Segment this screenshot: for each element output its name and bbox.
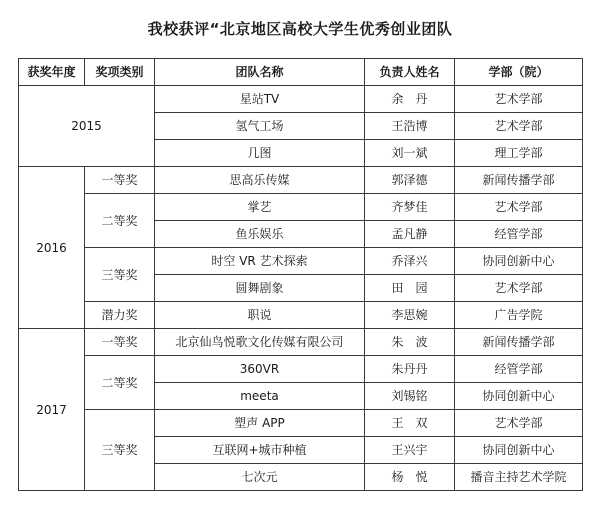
table-row bbox=[19, 329, 583, 356]
leader-cell: 王浩博 bbox=[365, 113, 455, 140]
leader-cell: 李思婉 bbox=[365, 302, 455, 329]
department-cell: 新闻传播学部 bbox=[455, 329, 583, 356]
leader-cell: 余 丹 bbox=[365, 86, 455, 113]
category-cell: 一等奖 bbox=[85, 167, 155, 194]
department-cell: 经管学部 bbox=[455, 356, 583, 383]
year-cell-2015: 2015 bbox=[19, 86, 155, 167]
team-cell: 北京仙鸟悦歌文化传媒有限公司 bbox=[155, 329, 365, 356]
category-cell: 三等奖 bbox=[85, 410, 155, 491]
team-cell: 鱼乐娱乐 bbox=[155, 221, 365, 248]
leader-cell: 朱 波 bbox=[365, 329, 455, 356]
team-cell: 360VR bbox=[155, 356, 365, 383]
department-cell: 艺术学部 bbox=[455, 113, 583, 140]
header-department: 学部（院） bbox=[455, 59, 583, 86]
leader-cell: 郭泽德 bbox=[365, 167, 455, 194]
department-cell: 播音主持艺术学院 bbox=[455, 464, 583, 491]
table-row bbox=[19, 86, 583, 113]
department-cell: 艺术学部 bbox=[455, 275, 583, 302]
table-row bbox=[19, 410, 583, 437]
table-row bbox=[19, 356, 583, 383]
leader-cell: 刘一斌 bbox=[365, 140, 455, 167]
leader-cell: 王 双 bbox=[365, 410, 455, 437]
table-row bbox=[19, 167, 583, 194]
department-cell: 新闻传播学部 bbox=[455, 167, 583, 194]
department-cell: 理工学部 bbox=[455, 140, 583, 167]
leader-cell: 刘锡铭 bbox=[365, 383, 455, 410]
team-cell: 时空 VR 艺术探索 bbox=[155, 248, 365, 275]
category-cell: 二等奖 bbox=[85, 356, 155, 410]
header-leader: 负责人姓名 bbox=[365, 59, 455, 86]
department-cell: 艺术学部 bbox=[455, 86, 583, 113]
team-cell: 职说 bbox=[155, 302, 365, 329]
team-cell: 几图 bbox=[155, 140, 365, 167]
team-cell: 七次元 bbox=[155, 464, 365, 491]
category-cell: 二等奖 bbox=[85, 194, 155, 248]
department-cell: 协同创新中心 bbox=[455, 248, 583, 275]
table-row bbox=[19, 194, 583, 221]
team-cell: 掌艺 bbox=[155, 194, 365, 221]
table-header-row bbox=[19, 59, 583, 86]
team-cell: meeta bbox=[155, 383, 365, 410]
leader-cell: 朱丹丹 bbox=[365, 356, 455, 383]
leader-cell: 王兴宇 bbox=[365, 437, 455, 464]
table-row bbox=[19, 248, 583, 275]
team-cell: 思高乐传媒 bbox=[155, 167, 365, 194]
year-cell-2016: 2016 bbox=[19, 167, 85, 329]
team-cell: 互联网+城市种植 bbox=[155, 437, 365, 464]
department-cell: 艺术学部 bbox=[455, 410, 583, 437]
header-team: 团队名称 bbox=[155, 59, 365, 86]
leader-cell: 齐梦佳 bbox=[365, 194, 455, 221]
leader-cell: 孟凡静 bbox=[365, 221, 455, 248]
team-cell: 星站TV bbox=[155, 86, 365, 113]
year-cell-2017: 2017 bbox=[19, 329, 85, 491]
header-year: 获奖年度 bbox=[19, 59, 85, 86]
leader-cell: 杨 悦 bbox=[365, 464, 455, 491]
department-cell: 经管学部 bbox=[455, 221, 583, 248]
category-cell: 三等奖 bbox=[85, 248, 155, 302]
table-row bbox=[19, 302, 583, 329]
category-cell: 一等奖 bbox=[85, 329, 155, 356]
header-category: 奖项类别 bbox=[85, 59, 155, 86]
department-cell: 协同创新中心 bbox=[455, 383, 583, 410]
team-cell: 圆舞剧象 bbox=[155, 275, 365, 302]
team-cell: 氢气工场 bbox=[155, 113, 365, 140]
department-cell: 艺术学部 bbox=[455, 194, 583, 221]
page-title: 我校获评“北京地区高校大学生优秀创业团队 bbox=[147, 20, 453, 38]
department-cell: 广告学院 bbox=[455, 302, 583, 329]
department-cell: 协同创新中心 bbox=[455, 437, 583, 464]
leader-cell: 乔泽兴 bbox=[365, 248, 455, 275]
leader-cell: 田 园 bbox=[365, 275, 455, 302]
category-cell: 潜力奖 bbox=[85, 302, 155, 329]
award-table bbox=[18, 58, 583, 491]
team-cell: 塑声 APP bbox=[155, 410, 365, 437]
